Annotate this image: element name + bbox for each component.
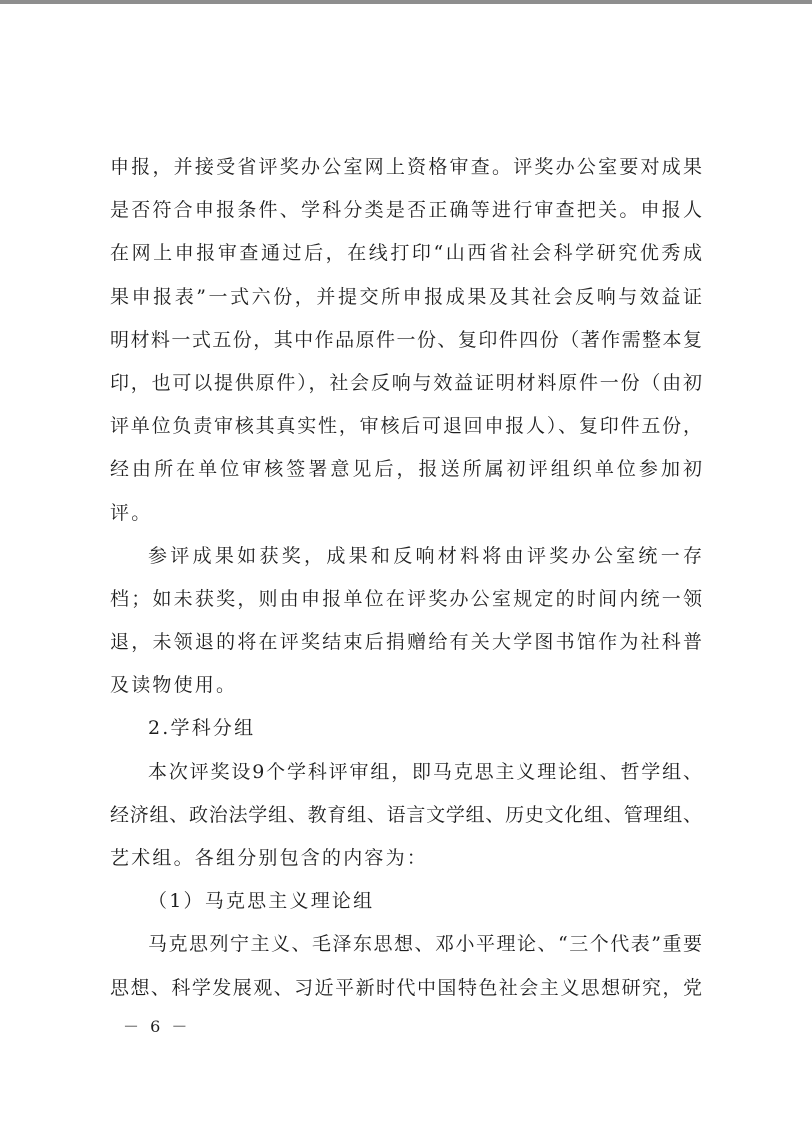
text-line: 思想、科学发展观、习近平新时代中国特色社会主义思想研究，党 <box>110 976 702 999</box>
text-line: 评单位负责审核其真实性，审核后可退回申报人）、复印件五份， <box>110 415 702 438</box>
section-heading: 2.学科分组 <box>148 717 256 740</box>
page-number: － 6 － <box>123 1017 191 1036</box>
text-line: 申报，并接受省评奖办公室网上资格审查。评奖办公室要对成果 <box>110 156 702 178</box>
text-line: 及读物使用。 <box>110 674 238 697</box>
text-line: 印，也可以提供原件），社会反响与效益证明材料原件一份（由初 <box>110 371 702 394</box>
text-line: 是否符合申报条件、学科分类是否正确等进行审查把关。申报人 <box>110 199 702 222</box>
text-line: 本次评奖设9个学科评审组，即马克思主义理论组、哲学组、 <box>148 760 702 783</box>
section-heading-subject-groups <box>110 707 702 750</box>
subheading-marxism-group <box>110 880 702 923</box>
paragraph-archiving <box>110 535 702 708</box>
text-line: 经济组、政治法学组、教育组、语言文学组、历史文化组、管理组、 <box>110 803 702 826</box>
text-line: 明材料一式五份，其中作品原件一份、复印件四份（著作需整本复 <box>110 328 702 351</box>
text-line: 退，未领退的将在评奖结束后捐赠给有关大学图书馆作为社科普 <box>110 631 702 654</box>
document-body <box>110 146 702 1010</box>
paragraph-submission-procedure <box>110 146 702 535</box>
paragraph-subject-groups <box>110 751 702 881</box>
text-line: 在网上申报审查通过后，在线打印“山西省社会科学研究优秀成 <box>110 242 702 265</box>
text-line: 艺术组。各组分别包含的内容为： <box>110 847 429 869</box>
text-line: 马克思列宁主义、毛泽东思想、邓小平理论、“三个代表”重要 <box>148 933 702 956</box>
text-line: 档；如未获奖，则由申报单位在评奖办公室规定的时间内统一领 <box>110 587 702 610</box>
paragraph-marxism-content <box>110 923 702 1009</box>
text-line: 参评成果如获奖，成果和反响材料将由评奖办公室统一存 <box>148 544 702 567</box>
text-line: 果申报表”一式六份，并提交所申报成果及其社会反响与效益证 <box>110 285 702 308</box>
text-line: 经由所在单位审核签署意见后，报送所属初评组织单位参加初 <box>110 458 702 481</box>
page-top-border <box>0 0 812 4</box>
text-line: 评。 <box>110 501 153 524</box>
subsection-heading: （1）马克思主义理论组 <box>148 890 375 913</box>
